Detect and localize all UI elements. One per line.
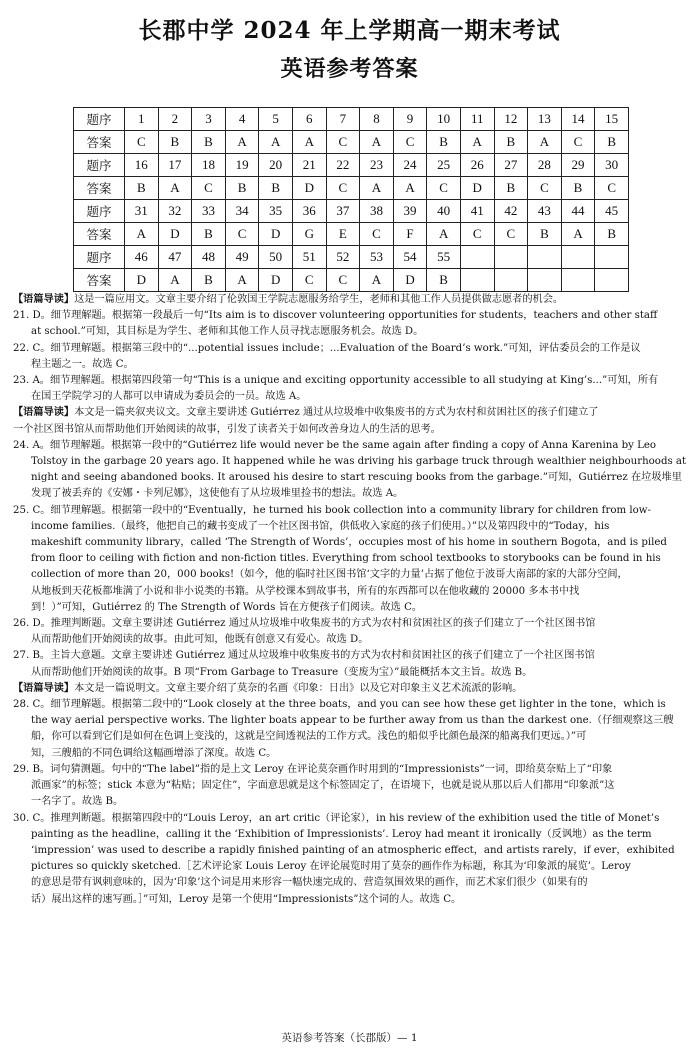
question-number-cell (595, 246, 629, 269)
answer-cell: D (259, 269, 293, 292)
answer-cell: C (595, 177, 629, 200)
question-number-cell: 52 (326, 246, 360, 269)
explanation-22: 22. C。细节理解题。根据第三段中的“...potential issues include；...Evaluation of the Board’s work.”可知，评估委员会的工作是议 程主题之一。故选 C。 (13, 342, 641, 370)
answer-cell: A (158, 177, 192, 200)
answer-cell: D (393, 269, 427, 292)
answer-cell: A (393, 177, 427, 200)
answer-row-label: 答案 (74, 223, 125, 246)
answer-cell: A (292, 131, 326, 154)
answer-cell: D (292, 177, 326, 200)
answer-cell: C (561, 131, 595, 154)
guide-tag: 【语篇导读】 (13, 407, 75, 419)
guide-tag: 【语篇导读】 (13, 294, 75, 305)
answer-row-label: 答案 (74, 131, 125, 154)
question-number-cell: 27 (494, 154, 528, 177)
answer-cell: B (192, 269, 226, 292)
question-number-row (74, 108, 629, 131)
question-number-cell: 44 (561, 200, 595, 223)
question-number-cell (460, 246, 494, 269)
reading-guide-2: 【语篇导读】本文是一篇夹叙夹议文。文章主要讲述 Gutiérrez 通过从垃圾堆中收集废书的方式为农村和贫困社区的孩子们建立了 一个社区图书馆从而帮助他们开始阅读的故事，引发了读者关于如何改善身边人的生活的思考。 (13, 407, 599, 435)
question-number-cell (494, 246, 528, 269)
reading-guide-3: 【语篇导读】本文是一篇说明文。文章主要介绍了莫奈的名画《印象：日出》以及它对印象主义艺术流派的影响。 (13, 682, 523, 694)
answer-cell: B (192, 223, 226, 246)
question-number-cell: 37 (326, 200, 360, 223)
question-number-cell: 29 (561, 154, 595, 177)
answer-cell: C (292, 269, 326, 292)
answer-cell (595, 269, 629, 292)
question-number-cell: 51 (292, 246, 326, 269)
reading-guide-1 (13, 292, 687, 308)
answer-cell: D (158, 223, 192, 246)
question-number-cell: 13 (528, 108, 562, 131)
explanation-28: 28. C。细节理解题。根据第二段中的“Look closely at the three boats，and you can see how these get lighter in the tone，which is the way aerial perspective works. The lighter boats appear to be further away from us than the darkest one.（仔细观察这三艘 船，你可以看到它们是如何在色调上变浅的，这就是空间透视法的工作方式。浅色的船似乎比颜色最深的船离我们更远。）”可 知，三艘船的不同色调给这幅画增添了深度。故选 C。 (13, 699, 674, 759)
answer-cell: A (360, 177, 394, 200)
question-number-cell: 20 (259, 154, 293, 177)
explanation-24: 24. A。细节理解题。根据第一段中的“Gutiérrez life would never be the same again after finding a copy of Anna Karenina by Leo Tolstoy in the garbage 20 years ago. It happened while he was driving his garbage truck through wealthier neighbourhoods at night and seeing abandoned books. It aroused his desire to start rescuing books from the garbage.”可知，Gutiérrez 在垃圾堆里 发现了被丢弃的《安娜・卡列尼娜》，这使他有了从垃圾堆里捡书的想法。故选 A。 (13, 439, 687, 500)
answer-cell: C (192, 177, 226, 200)
question-number-cell: 33 (192, 200, 226, 223)
question-number-cell: 3 (192, 108, 226, 131)
explanation-25: 25. C。细节理解题。根据第一段中的“Eventually，he turned his book collection into a community library for children from low- income families.（最终，他把自己的藏书变成了一个社区图书馆，供低收入家庭的孩子们使用。）”以及第四段中的“Today，his makeshift community library，called ‘The Strength of Words’，occupies most of his home in southern Bogota，and is piled from floor to ceiling with fiction and non-fiction titles. Everything from school textbooks to storybooks can be found in his collection of more than 20，000 books!（如今，他的临时社区图书馆‘文字的力量’占据了他位于波哥大南部的家的大部分空间， 从地板到天花板都堆满了小说和非小说类的书籍。从学校课本到故事书，所有的东西都可以在他收藏的 20000 多本书中找 到！）”可知，Gutiérrez 的 The Strength of Words 旨在方便孩子们阅读。故选 C。 (13, 504, 667, 613)
explanation-23: 23. A。细节理解题。根据第四段第一句“This is a unique and exciting opportunity accessible to all studying at King’s...”可知，所有 在国王学院学习的人都可以申请成为委员会的一员。故选 A。 (13, 375, 659, 403)
answer-cell: A (460, 131, 494, 154)
question-number-cell: 42 (494, 200, 528, 223)
question-number-cell: 38 (360, 200, 394, 223)
answer-cell: B (259, 177, 293, 200)
question-number-cell: 41 (460, 200, 494, 223)
answer-cell: C (427, 177, 461, 200)
answer-cell: A (528, 131, 562, 154)
question-number-cell: 1 (125, 108, 159, 131)
guide-text: 这是一篇应用文。文章主要介绍了伦敦国王学院志愿服务给学生，老师和其他工作人员提供做志愿者的机会。 (74, 294, 564, 305)
answer-cell: B (595, 223, 629, 246)
question-number-cell: 2 (158, 108, 192, 131)
question-number-row-label: 题序 (74, 246, 125, 269)
explanation-29: 29. B。词句猜测题。句中的“The label”指的是上文 Leroy 在评论莫奈画作时用到的“Impressionists”一词，即给莫奈贴上了“印象 派画家”的标签；stick 本意为“粘贴；固定住”，字面意思就是这个标签固定了，在语境下，也就是说从那以后人们都用“印象派”这 一名字了。故选 B。 (13, 763, 615, 808)
answer-cell: C (326, 131, 360, 154)
question-number-cell: 4 (225, 108, 259, 131)
explanation-30: 30. C。推理判断题。根据第四段中的“Louis Leroy，an art critic（评论家），in his review of the exhibition used the title of Monet’s painting as the headline，calling it the ‘Exhibition of Impressionists’. Leroy had meant it ironically（反讽地）as the term ‘impression’ was used to describe a rapidly finished painting of an atmospheric effect，and artists rarely，if ever，exhibited pictures so quickly sketched.［艺术评论家 Louis Leroy 在评论展览时用了莫奈的画作作为标题，称其为‘印象派的展览’。Leroy 的意思是带有讽刺意味的，因为‘印象’这个词是用来形容一幅快速完成的、营造氛围效果的画作，而艺术家们很少（如果有的 话）展出这样的速写画。］”可知，Leroy 是第一个使用“Impressionists”这个词的人。故选 C。 (13, 812, 675, 905)
question-number-row (74, 154, 629, 177)
question-number-row-label: 题序 (74, 200, 125, 223)
answer-cell: A (259, 131, 293, 154)
question-number-cell: 53 (360, 246, 394, 269)
question-number-cell: 10 (427, 108, 461, 131)
answer-cell (561, 269, 595, 292)
answer-cell: A (225, 131, 259, 154)
question-number-cell: 36 (292, 200, 326, 223)
answer-cell: D (460, 177, 494, 200)
answer-row (74, 269, 629, 292)
question-number-cell (528, 246, 562, 269)
answer-cell: C (326, 177, 360, 200)
page-title: 长郡中学 2024 年上学期高一期末考试 (138, 17, 561, 44)
explanation-21: 21. D。细节理解题。根据第一段最后一句“Its aim is to discover volunteering opportunities for students，teachers and other staff at school.”可知，其目标是为学生、老师和其他工作人员寻找志愿服务机会。故选 D。 (13, 310, 658, 338)
question-number-cell: 47 (158, 246, 192, 269)
answer-cell: B (528, 223, 562, 246)
question-number-cell: 50 (259, 246, 293, 269)
question-number-cell: 45 (595, 200, 629, 223)
answer-cell: C (360, 223, 394, 246)
question-number-cell: 9 (393, 108, 427, 131)
question-number-cell: 25 (427, 154, 461, 177)
question-number-cell: 39 (393, 200, 427, 223)
answer-cell: F (393, 223, 427, 246)
answer-cell: A (561, 223, 595, 246)
answer-cell: B (225, 177, 259, 200)
answer-cell: C (460, 223, 494, 246)
answer-cell: A (427, 223, 461, 246)
answer-cell: B (427, 269, 461, 292)
answer-cell: D (259, 223, 293, 246)
question-number-cell: 8 (360, 108, 394, 131)
answer-cell: A (225, 269, 259, 292)
answer-cell: B (192, 131, 226, 154)
question-number-row-label: 题序 (74, 154, 125, 177)
question-number-cell: 31 (125, 200, 159, 223)
answer-cell: A (125, 223, 159, 246)
answer-row (74, 131, 629, 154)
answer-cell: G (292, 223, 326, 246)
question-number-cell: 21 (292, 154, 326, 177)
question-number-cell: 49 (225, 246, 259, 269)
question-number-cell: 12 (494, 108, 528, 131)
question-number-cell: 19 (225, 154, 259, 177)
question-number-cell: 40 (427, 200, 461, 223)
page-footer: 英语参考答案（长郡版）— 1 (281, 1032, 418, 1044)
question-number-row (74, 246, 629, 269)
question-number-cell: 54 (393, 246, 427, 269)
question-number-row-label: 题序 (74, 108, 125, 131)
explanation-27: 27. B。主旨大意题。文章主要讲述 Gutiérrez 通过从垃圾堆中收集废书的方式为农村和贫困社区的孩子们建立了一个社区图书馆 从而帮助他们开始阅读的故事。B 项“From Garbage to Treasure（变废为宝）”最能概括本文主旨。故选 B。 (13, 650, 595, 678)
question-number-cell: 34 (225, 200, 259, 223)
question-number-cell: 11 (460, 108, 494, 131)
answer-row-label: 答案 (74, 269, 125, 292)
question-number-cell: 46 (125, 246, 159, 269)
answer-cell: C (326, 269, 360, 292)
question-number-cell: 17 (158, 154, 192, 177)
question-number-cell: 23 (360, 154, 394, 177)
question-number-cell: 5 (259, 108, 293, 131)
question-number-cell: 26 (460, 154, 494, 177)
answer-cell: A (360, 269, 394, 292)
question-number-cell: 24 (393, 154, 427, 177)
question-number-cell (561, 246, 595, 269)
question-number-cell: 6 (292, 108, 326, 131)
question-number-cell: 16 (125, 154, 159, 177)
answer-cell: B (158, 131, 192, 154)
question-number-cell: 35 (259, 200, 293, 223)
guide-tag: 【语篇导读】 (13, 682, 75, 694)
explanations (13, 292, 687, 908)
answer-cell: C (494, 223, 528, 246)
question-number-cell: 15 (595, 108, 629, 131)
answer-cell: E (326, 223, 360, 246)
question-number-cell: 18 (192, 154, 226, 177)
answer-table (73, 107, 629, 292)
answer-cell: A (360, 131, 394, 154)
question-number-cell: 55 (427, 246, 461, 269)
question-number-cell: 22 (326, 154, 360, 177)
answer-cell (528, 269, 562, 292)
answer-cell: B (125, 177, 159, 200)
answer-cell (494, 269, 528, 292)
question-number-cell: 32 (158, 200, 192, 223)
answer-cell: C (225, 223, 259, 246)
answer-row (74, 177, 629, 200)
answer-row (74, 223, 629, 246)
page-subtitle: 英语参考答案 (280, 57, 419, 82)
answer-cell: C (528, 177, 562, 200)
question-number-cell: 48 (192, 246, 226, 269)
answer-row-label: 答案 (74, 177, 125, 200)
answer-cell: B (595, 131, 629, 154)
question-number-cell: 43 (528, 200, 562, 223)
answer-cell: B (561, 177, 595, 200)
question-number-cell: 30 (595, 154, 629, 177)
answer-cell (460, 269, 494, 292)
answer-cell: B (427, 131, 461, 154)
answer-cell: C (393, 131, 427, 154)
question-number-row (74, 200, 629, 223)
question-number-cell: 28 (528, 154, 562, 177)
question-number-cell: 14 (561, 108, 595, 131)
answer-cell: C (125, 131, 159, 154)
explanation-26: 26. D。推理判断题。文章主要讲述 Gutiérrez 通过从垃圾堆中收集废书的方式为农村和贫困社区的孩子们建立了一个社区图书馆 从而帮助他们开始阅读的故事。由此可知，他既有创意又有爱心。故选 D。 (13, 618, 596, 646)
answer-cell: B (494, 131, 528, 154)
question-number-cell: 7 (326, 108, 360, 131)
answer-cell: B (494, 177, 528, 200)
answer-cell: A (158, 269, 192, 292)
answer-cell: D (125, 269, 159, 292)
